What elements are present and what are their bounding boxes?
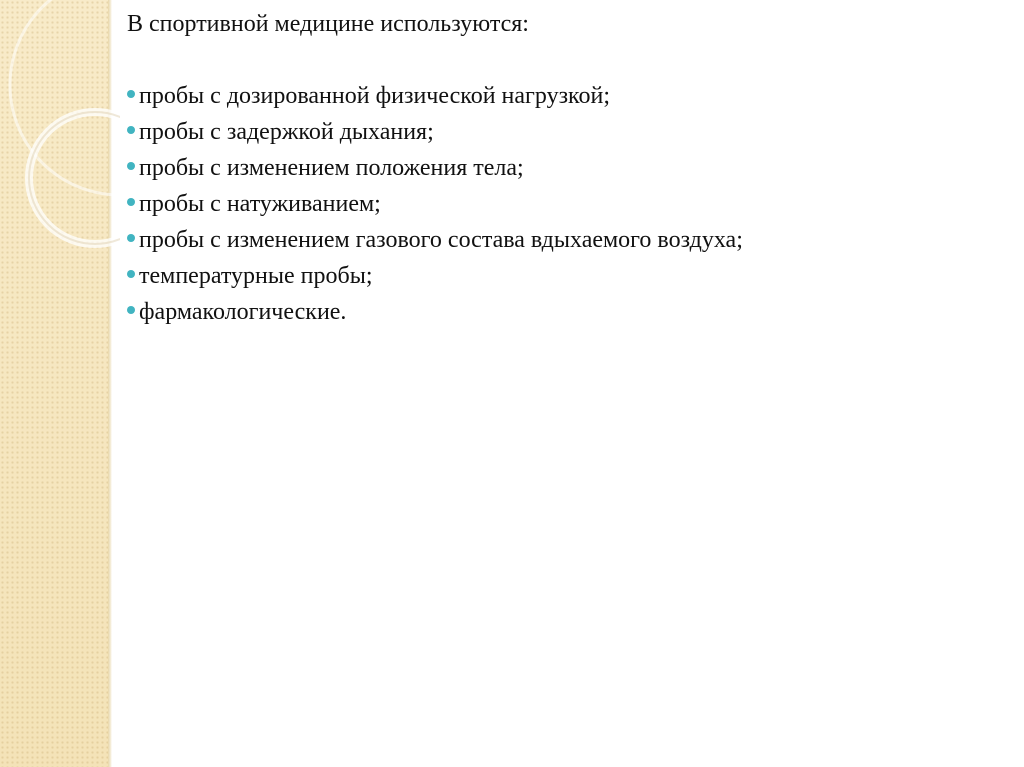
bullet-dot-icon <box>127 162 135 170</box>
list-item-text: пробы с натуживанием; <box>139 191 381 217</box>
decorative-rings-icon <box>0 0 120 260</box>
bullet-dot-icon <box>127 270 135 278</box>
bullet-dot-icon <box>127 306 135 314</box>
list-item <box>127 114 987 150</box>
blank-line <box>127 42 987 78</box>
slide-heading: В спортивной медицине используются: <box>127 11 529 37</box>
bullet-dot-icon <box>127 234 135 242</box>
bullet-dot-icon <box>127 126 135 134</box>
list-item <box>127 150 987 186</box>
slide-content <box>127 6 987 330</box>
bullet-dot-icon <box>127 198 135 206</box>
bullet-dot-icon <box>127 90 135 98</box>
list-item <box>127 258 987 294</box>
list-item-text: фармакологические. <box>139 299 347 325</box>
list-item <box>127 222 987 258</box>
list-item-text: пробы с изменением газового состава вдыхаемого воздуха; <box>139 227 743 253</box>
list-item-text: пробы с задержкой дыхания; <box>139 119 434 145</box>
list-item <box>127 186 987 222</box>
list-item <box>127 78 987 114</box>
list-item-text: температурные пробы; <box>139 263 373 289</box>
list-item <box>127 294 987 330</box>
list-item-text: пробы с дозированной физической нагрузкой; <box>139 83 610 109</box>
list-item-text: пробы с изменением положения тела; <box>139 155 524 181</box>
bullet-list <box>127 78 987 330</box>
